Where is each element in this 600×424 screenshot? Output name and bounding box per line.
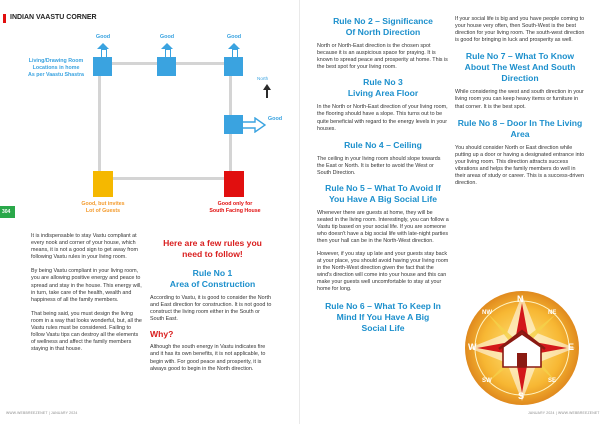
nw-box (93, 57, 112, 76)
sw-label-line: Good, but invites (81, 201, 125, 207)
room-label-line: As per Vaastu Shastra (28, 71, 84, 78)
paragraph: That being said, you must design the living room in a way that looks wonderful, but, all the Vastu rules must be considered. Failing to follow Vastu tips can destroy all the elements of wellness and affect the family members staying in that house. (31, 310, 142, 353)
north-arrow-icon (262, 84, 272, 98)
good-label-2: Good (159, 34, 175, 40)
header-accent (3, 14, 6, 23)
rule2-heading-line: Of North Direction (345, 27, 421, 37)
left-column (31, 233, 143, 353)
paragraph: By being Vastu compliant in your living room, you are allowing positive energy and peace to spread and stay in the house. This energy will, in turn, take care of the health, wealth and happiness of all the family members. (31, 268, 142, 303)
compass-sw: SW (482, 378, 492, 384)
rule3-heading (317, 77, 449, 99)
rule5-text-2: However, if you stay up late and your guests stay back at your place, you should avoid having your living room in the North-West direction given the fact that the wind's direction will come into your house and this can make your guests well uncomfortable to stay at your home for long. (317, 250, 449, 292)
good-label-1: Good (95, 34, 111, 40)
rule1-heading-line: Rule No 1 (192, 268, 233, 278)
compass-ne: NE (548, 310, 557, 316)
right-footer: JANUARY 2024 | WWW.WEBBREEZENET (528, 411, 600, 415)
rule6-heading-line: Mind If You Have A Big (336, 312, 430, 323)
rule6-heading-line: Social Life (361, 323, 405, 334)
good-label-3: Good (226, 34, 242, 40)
rule7-text: While considering the west and south direction in your living room you can keep heavy items or furniture in that corner. It is the best spot. (455, 89, 584, 110)
paragraph: It is indispensable to stay Vastu compliant at every nook and corner of your house, which means, it is not a good sign to get away from following Vastu rules in your living room. (31, 233, 138, 261)
se-box (224, 171, 244, 197)
sw-label-line: Lot of Guests (85, 207, 121, 214)
left-footer: WWW.WEBBREEZENET | JANUARY 2024 (6, 411, 78, 415)
se-label-line: Good only for (217, 201, 253, 207)
rule3-heading-line: Rule No 3 (363, 77, 403, 88)
room-label (20, 58, 92, 78)
rule8-heading-line: Rule No 8 – Door In The Living (457, 117, 583, 128)
rule1-heading-line: Area of Construction (169, 279, 256, 289)
rule3-heading-line: Living Area Floor (347, 88, 419, 99)
rule5-heading-line: Rule No 5 – What To Avoid If (325, 183, 441, 194)
rule8-heading (455, 118, 585, 140)
right-column-1 (317, 16, 449, 334)
rule1-heading (150, 268, 275, 290)
rule1-text: According to Vastu, it is good to consider the North and East direction for construction. It is not good to construct the living room either in the South or South East. (150, 295, 272, 323)
se-label-line: South Facing House (209, 207, 261, 214)
intro-heading (150, 238, 275, 260)
rule4-text: The ceiling in your living room should slope towards the East or North. It is better to avoid the West or South Direction. (317, 155, 441, 176)
rule5-heading-line: You Have A Big Social Life (328, 194, 438, 205)
sw-label (72, 201, 134, 215)
compass-w: W (468, 342, 477, 352)
compass-nw: NW (482, 310, 492, 316)
rule2-text: North or North-East direction is the chosen spot because it is an auspicious space for praying. It is known to spread peace and prosperity at home. This is the best spot for your living room. (317, 43, 448, 71)
ne-box (224, 57, 243, 76)
se-label (206, 201, 264, 215)
column2-top-text: If your social life is big and you have people coming to your house very often, then South-West is the best direction for your living room. The south-west direction is good for bringing in luck and prosperity as well. (455, 16, 585, 44)
compass-n: N (517, 294, 524, 304)
right-page (300, 0, 600, 424)
rule5-heading (317, 183, 449, 205)
intro-heading-line: need to follow! (182, 249, 243, 259)
north-label: North (257, 76, 269, 81)
rule7-heading (455, 51, 585, 84)
compass-e: E (568, 342, 575, 352)
why-text: Although the south energy in Vastu indicates fire and it has its own benefits, it is not applicable, to begin with. For good peace and prosperity, it is always good to begin in the North direction. (150, 344, 266, 372)
rule6-heading-line: Rule No 6 – What To Keep In (325, 301, 441, 312)
middle-column (150, 238, 275, 373)
sw-box (93, 171, 113, 197)
compass-se: SE (548, 378, 557, 384)
rule8-text: You should consider North or East direction while putting up a door or having a designated entrance into your living room. This direction attracts success vibrations and helps the family members do well in their areas of study or career. This is a success-driven direction. (455, 144, 585, 187)
rule2-heading (317, 16, 449, 38)
e-box (224, 115, 243, 134)
n-box (157, 57, 176, 76)
room-outline (98, 62, 232, 180)
rule5-text-1: Whenever there are guests at home, they will be seated in the living room. Interestingly, you can follow a Vastu tip based on your social life. If you are someone who doesn't have a big social life with late-night parties then your hall can be in the North-West direction. (317, 210, 449, 245)
rule6-heading (317, 301, 449, 334)
compass-s: S (518, 391, 525, 401)
rule7-heading-line: Rule No 7 – What To Know (465, 51, 575, 62)
room-label-line: Locations in home (32, 64, 80, 71)
rule2-heading-line: Rule No 2 – Significance (333, 16, 433, 26)
right-column-2 (455, 16, 585, 187)
rule7-heading-line: About The West And South (464, 62, 576, 73)
rule3-text: In the North or North-East direction of your living room, the flooring should have a slope. This turns out to be quite beneficial with regard to the energy levels in your houses. (317, 104, 448, 132)
rule7-heading-line: Direction (501, 73, 539, 84)
rule8-heading-line: Area (510, 128, 530, 139)
arrow-right-icon (240, 117, 266, 133)
page-number: 304 (2, 209, 11, 215)
header-title: INDIAN VAASTU CORNER (10, 14, 97, 21)
room-label-line: Living/Drawing Room (28, 58, 84, 64)
rule4-heading: Rule No 4 – Ceiling (344, 139, 422, 150)
why-heading: Why? (150, 329, 174, 340)
vastu-compass-icon (463, 289, 581, 407)
good-label-4: Good (267, 116, 283, 122)
intro-heading-line: Here are a few rules you (163, 238, 262, 248)
